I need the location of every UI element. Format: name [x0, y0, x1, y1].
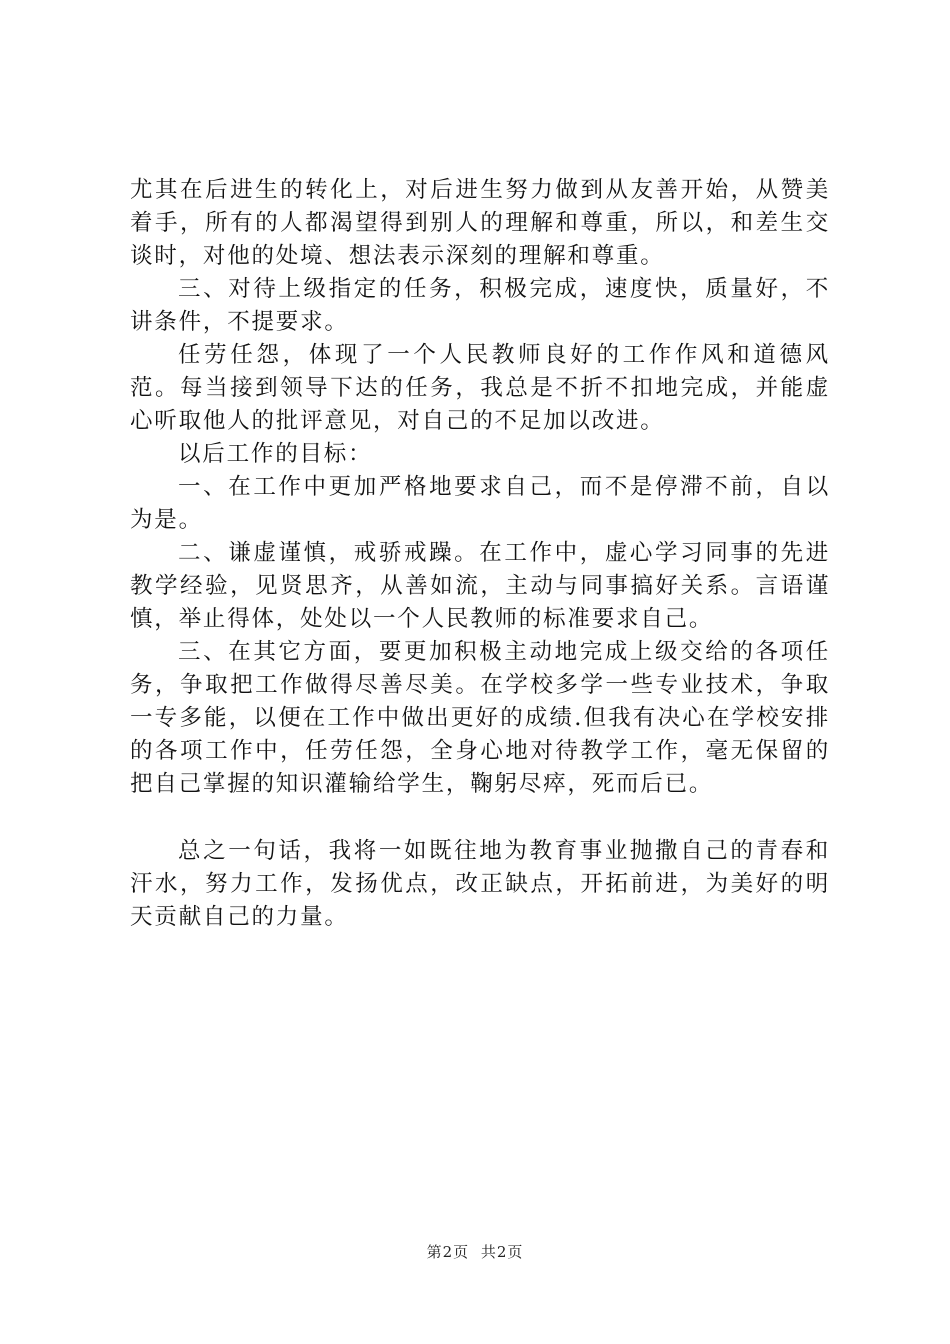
- paragraph-gap: [130, 801, 830, 835]
- page-footer: [0, 1241, 950, 1262]
- paragraph-4: 以后工作的目标：: [178, 441, 373, 467]
- paragraph-5: 一、在工作中更加严格地要求自己，而不是停滞不前，自以为是。: [130, 474, 830, 533]
- document-body: [130, 174, 830, 934]
- page-number: 第2页: [426, 1243, 470, 1261]
- paragraph-2: 三、对待上级指定的任务，积极完成，速度快，质量好，不讲条件，不提要求。: [130, 276, 830, 335]
- paragraph-3: 任劳任怨，体现了一个人民教师良好的工作作风和道德风范。每当接到领导下达的任务，我总是不折不扣地完成，并能虚心听取他人的批评意见，对自己的不足加以改进。: [130, 342, 830, 434]
- paragraph-1: 尤其在后进生的转化上，对后进生努力做到从友善开始，从赞美着手，所有的人都渴望得到别人的理解和尊重，所以，和差生交谈时，对他的处境、想法表示深刻的理解和尊重。: [130, 177, 830, 269]
- paragraph-8: 总之一句话，我将一如既往地为教育事业抛撒自己的青春和汗水，努力工作，发扬优点，改正缺点，开拓前进，为美好的明天贡献自己的力量。: [130, 838, 830, 930]
- paragraph-6: 二、谦虚谨慎，戒骄戒躁。在工作中，虚心学习同事的先进教学经验，见贤思齐，从善如流，主动与同事搞好关系。言语谨慎，举止得体，处处以一个人民教师的标准要求自己。: [130, 540, 830, 632]
- page-total: 共2页: [480, 1243, 524, 1261]
- paragraph-7: 三、在其它方面，要更加积极主动地完成上级交给的各项任务，争取把工作做得尽善尽美。在学校多学一些专业技术，争取一专多能，以便在工作中做出更好的成绩.但我有决心在学校安排的各项工作中，任劳任怨，全身心地对待教学工作，毫无保留的把自己掌握的知识灌输给学生，鞠躬尽瘁，死而后已。: [130, 639, 830, 797]
